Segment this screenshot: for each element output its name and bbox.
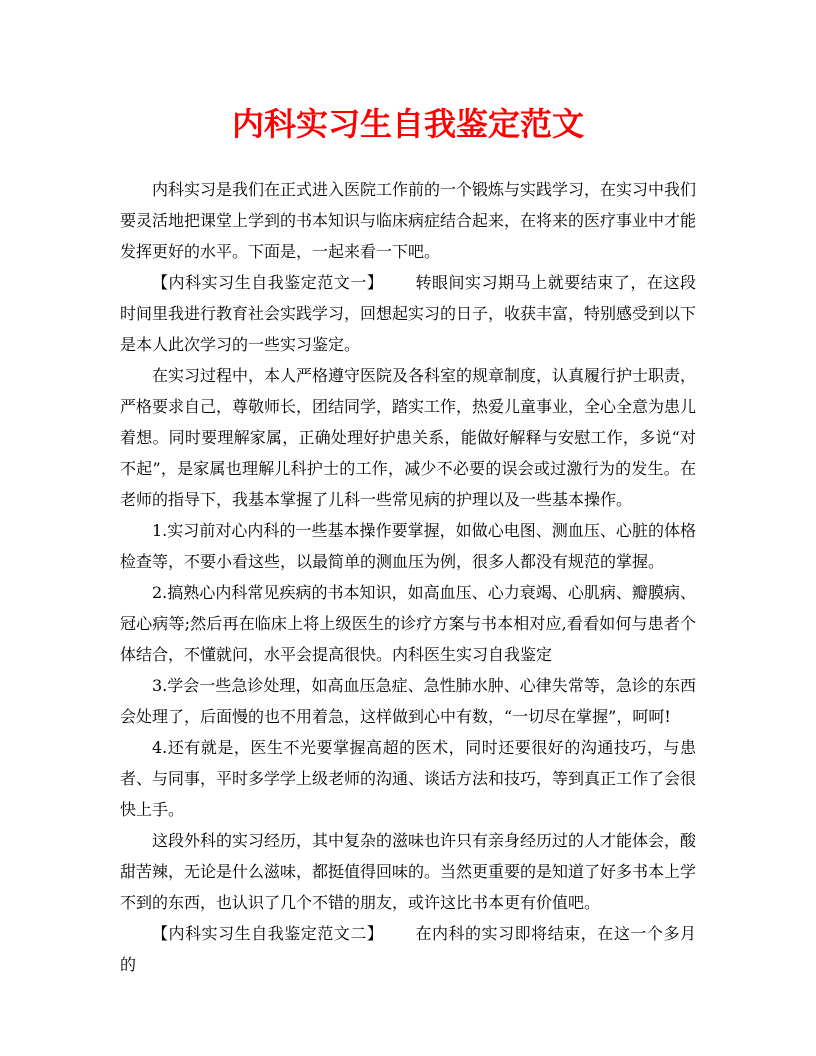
- list-item-1: 1.实习前对心内科的一些基本操作要掌握，如做心电图、测血压、心脏的体格检查等，不要小看这些，以最简单的测血压为例，很多人都没有规范的掌握。: [120, 521, 696, 571]
- document-body: [120, 174, 696, 980]
- intro-paragraph: 内科实习是我们在正式进入医院工作前的一个锻炼与实践学习，在实习中我们要灵活地把课堂上学到的书本知识与临床病症结合起来，在将来的医疗事业中才能发挥更好的水平。下面是，一起来看一下吧。: [120, 180, 697, 261]
- section-two-text: 在内科的实习即将结束，在这一个多月的: [120, 924, 696, 974]
- section-heading-two: 【内科实习生自我鉴定范文二】: [152, 924, 384, 943]
- section-one-paragraph: [120, 267, 696, 360]
- section-one-text: 转眼间实习期马上就要结束了，在这段时间里我进行教育社会实践学习，回想起实习的日子，收获丰富，特别感受到以下是本人此次学习的一些实习鉴定。: [120, 273, 697, 354]
- body-paragraph: 这段外科的实习经历，其中复杂的滋味也许只有亲身经历过的人才能体会，酸甜苦辣，无论是什么滋味，都挺值得回味的。当然更重要的是知道了好多书本上学不到的东西，也认识了几个不错的朋友，或许这比书本更有价值吧。: [120, 831, 697, 912]
- page-title: 内科实习生自我鉴定范文: [231, 105, 584, 143]
- section-two-paragraph: [120, 918, 696, 980]
- list-item-2: 2.搞熟心内科常见疾病的书本知识，如高血压、心力衰竭、心肌病、瓣膜病、冠心病等;然后再在临床上将上级医生的诊疗方案与书本相对应,看看如何与患者个体结合，不懂就问，水平会提高很快。内科医生实习自我鉴定: [120, 583, 696, 664]
- section-heading-one: 【内科实习生自我鉴定范文一】: [152, 273, 384, 292]
- list-item-4: 4.还有就是，医生不光要掌握高超的医术，同时还要很好的沟通技巧，与患者、与同事，平时多学学上级老师的沟通、谈话方法和技巧，等到真正工作了会很快上手。: [120, 738, 697, 819]
- list-item-3: 3.学会一些急诊处理，如高血压急症、急性肺水肿、心律失常等，急诊的东西会处理了，后面慢的也不用着急，这样做到心中有数，“一切尽在掌握”，呵呵!: [120, 676, 696, 726]
- body-paragraph: 在实习过程中，本人严格遵守医院及各科室的规章制度，认真履行护士职责，严格要求自己，尊敬师长，团结同学，踏实工作，热爱儿童事业，全心全意为患儿着想。同时要理解家属，正确处理好护患关系，能做好解释与安慰工作，多说“对不起”，是家属也理解儿科护士的工作，减少不必要的误会或过激行为的发生。在老师的指导下，我基本掌握了儿科一些常见病的护理以及一些基本操作。: [120, 366, 697, 509]
